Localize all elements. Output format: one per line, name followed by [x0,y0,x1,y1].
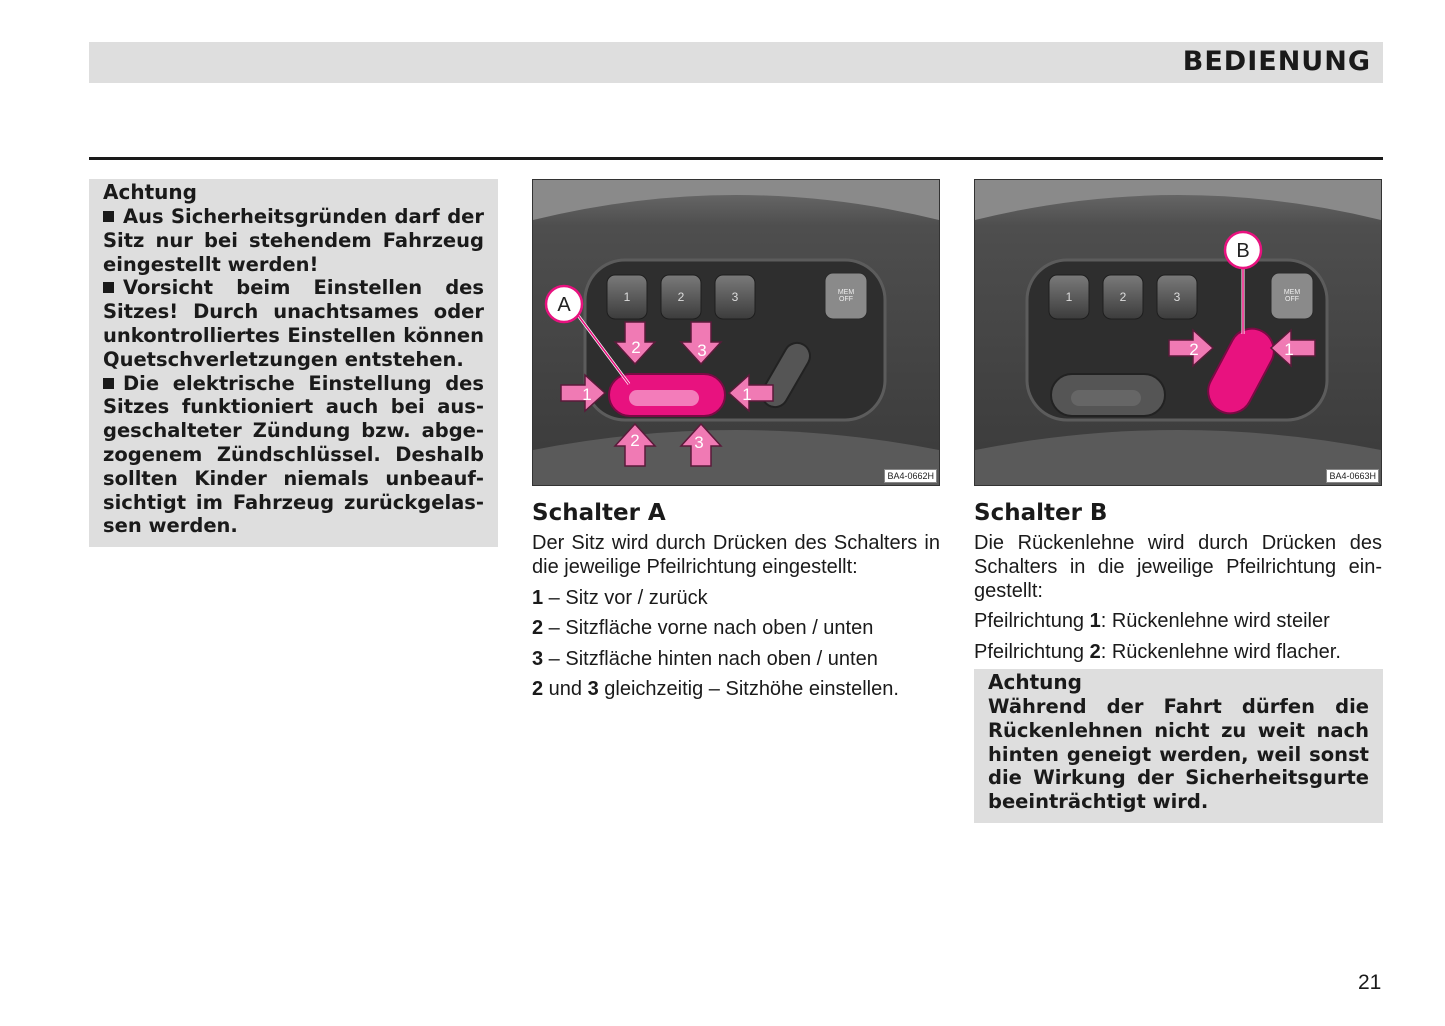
arrow-label-bottom-right: 3 [694,433,704,452]
memory-button-3 [1157,275,1197,319]
svg-text:OFF: OFF [839,296,853,303]
section-a-item-2: 2 – Sitzfläche vorne nach oben / unten [532,617,874,639]
memory-button-1 [607,275,647,319]
mem-off-button [825,273,867,319]
svg-text:1: 1 [623,290,631,304]
svg-text:2: 2 [677,290,685,304]
memory-button-2 [661,275,701,319]
memory-button-1 [1049,275,1089,319]
warning-text [103,205,484,538]
section-a-item-1: 1 – Sitz vor / zurück [532,587,708,609]
warning-box-right [974,669,1383,823]
arrow-label-bottom-left: 2 [630,431,640,450]
section-b-intro: Die Rückenlehne wird durch Drücken des Schalters in die jeweilige Pfeilrichtung eingestellt: [974,532,1382,602]
section-a-combo: 2 und 3 gleichzeitig – Sitzhöhe einstellen. [532,678,899,700]
figure-switch-a [532,179,940,486]
header-bar [89,42,1383,83]
memory-button-3 [715,275,755,319]
svg-text:3: 3 [731,290,739,304]
arrow-label-top-left: 2 [631,338,641,357]
svg-text:B: B [1236,240,1250,262]
header-title: BEDIENUNG [1182,46,1371,77]
arrow-label-right: 1 [1284,340,1294,359]
figure-code: BA4-0663H [1326,469,1379,483]
svg-text:A: A [557,294,571,316]
section-b-item-1: Pfeilrichtung 1: Rückenlehne wird steiler [974,610,1330,632]
section-a-intro: Der Sitz wird durch Drücken des Schalters in die jeweilige Pfeilrichtung eingestellt: [532,532,940,578]
arrow-label-right: 1 [742,385,752,404]
warning-paragraph-2: Vorsicht beim Einstellen des Sitzes! Durch unachtsames oder unkontrolliertes Einstellen können Quetschverletzungen entstehen. [103,276,484,371]
page-number: 21 [1358,971,1382,994]
figure-switch-b [974,179,1382,486]
warning-text: Während der Fahrt dürfen die Rückenlehnen nicht zu weit nach hinten geneigt werden, weil sonst die Wirkung der Sicherheitsgurte beeinträchtigt wird. [988,695,1369,814]
seat-switch-b-illustration [975,180,1381,485]
svg-text:3: 3 [1173,290,1181,304]
warning-paragraph-3: Die elektrische Einstellung des Sitzes funktioniert auch bei ausgeschalteter Zündung bzw. abgezogenem Zündschlüssel. Deshalb sollten Kinder niemals unbeaufsichtigt im Fahrzeug zurückgelassen werden. [103,371,484,538]
svg-text:1: 1 [1065,290,1073,304]
bullet-square-icon [103,378,114,389]
warning-title: Achtung [103,180,197,204]
svg-text:MEM: MEM [837,289,855,296]
arrow-label-left: 1 [582,385,592,404]
mem-off-button [1271,273,1313,319]
section-a-item-3: 3 – Sitzfläche hinten nach oben / unten [532,648,878,670]
svg-text:2: 2 [1119,290,1127,304]
figure-code: BA4-0662H [884,469,937,483]
warning-title: Achtung [988,670,1082,694]
header-rule [89,157,1383,160]
bullet-square-icon [103,211,114,222]
warning-paragraph-1: Aus Sicherheitsgründen darf der Sitz nur bei stehendem Fahrzeug eingestellt werden! [103,205,484,276]
arrow-label-left: 2 [1189,340,1199,359]
svg-text:OFF: OFF [1285,296,1299,303]
warning-box-left [89,179,498,547]
section-b-title: Schalter B [974,500,1108,526]
bullet-square-icon [103,282,114,293]
section-a-title: Schalter A [532,500,666,526]
seat-switch-a-illustration [533,180,939,485]
section-b-item-2: Pfeilrichtung 2: Rückenlehne wird flacher. [974,641,1341,663]
svg-text:MEM: MEM [1283,289,1301,296]
arrow-label-top-right: 3 [697,341,707,360]
memory-button-2 [1103,275,1143,319]
